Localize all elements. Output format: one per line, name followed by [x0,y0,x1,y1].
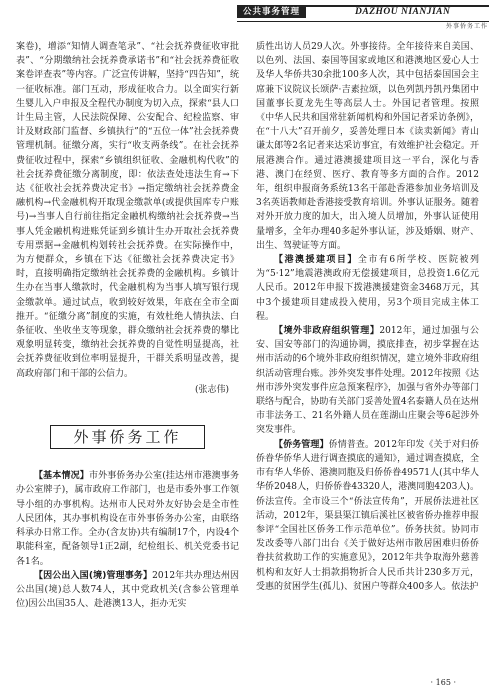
section-title-box [16,425,239,449]
section-title: 外事侨务工作 [50,425,204,449]
basic-info-label: 【基本情况】 [34,471,89,482]
body-paragraph: 案卷)，增添“知情人调查笔录”、“社会抚养费征收审批表”、“分期缴纳社会抚养费承诺书”和“社会抚养费征收案卷评查表”等内容。广泛宣传讲解，坚持“四告知”，统一征收标准。部门互动，形成征收合力。以全面实行新生婴儿入户申报及全程代办制度为切入点，探索“县人口计生局主管，人民法院保障、公安配合、纪检监察、审计及财政部门监督、乡镇执行”的“五位一体”社会抚养费管理机制。征缴分离，实行“收支两条线”。在社会抚养费征收过程中，探索“乡镇组织征收、金融机构代收”的社会抚养费征缴分离制度，即：依法查处违法生育→下达《征收社会抚养费决定书》→指定缴纳社会抚养费金融机构→代金融机构开取现金缴款单(或提供国库专户账号)→当事人自行前往指定金融机构缴纳社会抚养费→当事人凭金融机构进账凭证到乡镇计生办开取社会抚养费专用票据→金融机构划转社会抚养费。在实际操作中，为方便群众，乡镇在下达《征缴社会抚养费决定书》时，直接明确指定缴纳社会抚养费的金融机构。乡镇计生办在当事人缴款时，代金融机构为当事人填写银行现金缴款单。通过试点，收到较好效果，年底在全市全面推开。“征缴分离”制度的实施，有效杜绝人情执法、白条征收、坐收坐支等现象，群众缴纳社会抚养费的攀比观象明显转变，缴纳社会抚养费的自觉性明显提高，社会抚养费征收到位率明显提升，干群关系明显改善，提高政府部门和干部的公信力。 [16,42,239,379]
basic-info-paragraph [16,469,239,568]
header-subtitle: 外事侨务工作 [445,23,488,30]
hk-aid-text: 全市有6所学校、医院被列为“5·12”地震港澳政府无偿援建项目，总投资1.6亿元人民币。2012年申报下拨港澳援建资金3468万元，其中3个援建项目建成投入使用，另3个项目完成主体工程。 [256,255,479,322]
visit-paragraph [16,569,239,612]
basic-info-text: 市外事侨务办公室(挂达州市港澳事务办公室牌子)，属市政府工作部门，也是市委外事工作领导小组的办事机构。达州市人民对外友好协会是全市性人民团体，其办事机构设在市外事侨务办公室，由联络科承办日常工作。全办(含友协)共有编制17个，内设4个职能科室，配备领导1正2副，纪检组长、机关党委书记各1名。 [16,471,239,567]
ngo-label: 【境外非政府组织管理】 [274,326,380,337]
page-header [0,0,496,28]
overseas-paragraph [256,438,479,594]
hk-aid-paragraph [256,253,479,324]
ngo-text: 2012年，通过加强与公安、国安等部门的沟通协调，摸底排查，初步掌握在达州市活动的6个境外非政府组织情况，建立境外非政府组织活动管理台账。涉外突发事件处理。2012年按照《达州市涉外突发事件应急预案程序》，加强与省外办等部门联络与配合，协助有关部门妥善处置4名泰籍人员在达州市非法务工、21名外籍人员在莲湖山庄聚会等6起涉外突发事件。 [256,326,479,436]
hk-aid-label: 【港澳援建项目】 [274,255,358,266]
visit-text: 2012年共办理达州因公出国(境)总人数74人，其中党政机关(含参公管理单位)因公出国35人、赴港澳13人，拒办无实 [16,570,239,610]
visit-label: 【因公出入国(境)管理事务】 [34,570,153,581]
author-signature: (张志伟) [194,384,229,395]
header-section-label: 公共事务管理 [237,6,306,18]
header-publication-title: DAZHOU NIANJIAN [355,7,451,17]
overseas-text: 侨情普查。2012年印发《关于对归侨侨眷华侨华人进行调查摸底的通知》，通过调查摸底，全市有华人华侨、港澳同胞及归侨侨眷49571人(其中华人华侨2048人，归侨侨眷43320人，港澳同胞4203人)。侨法宣传。全市设三个“侨法宣传角”，开展侨法进社区活动，2012年，渠县渠江镇后溪社区被省侨办推荐申报参评“全国社区侨务工作示范单位”。侨务扶贫。协同市发改委等八部门出台《关于做好达州市散居困难归侨侨眷扶贫救助工作的实施意见》，2012年共争取海外慈善机构和友好人士捐款捐物折合人民币共计230多万元，受惠的贫困学生(孤儿)、贫困户等群众400多人。依法护 [256,439,479,592]
page-number: · 165 · [430,678,456,687]
left-column [16,40,239,611]
body-paragraph: 质性出访人员29人次。外事接待。全年接待来自美国、以色列、法国、泰国等国家或地区和港澳地区爱心人士及华人华侨共30余批100多人次，其中包括泰国国会主席兼下议院议长颂萨·吉素拉颂，以色列凯丹凯丹集团中国董事长夏龙先生等高层人士。外国记者管理。按照《中华人民共和国常驻新闻机构和外国记者采访条例》，在“十八大”召开前夕，妥善处理日本《读卖新闻》青山谦太郎等2名记者来达采访事宜，有效维护社会稳定。开展港澳合作。通过港澳援建项目这一平台，深化与香港、澳门在经贸、医疗、教育等多方面的合作。2012年，组织申报商务系统13名干部赴香港参加业务培训及3名英语教师赴香港接受教育培训。外事认证服务。随着对外开放力度的加大，出入境人员增加，外事认证使用量增多，全年办理40多起外事认证，涉及婚姻、财产、出生、驾驶证等方面。 [256,42,479,251]
right-column [256,40,479,594]
overseas-label: 【侨务管理】 [274,439,329,450]
ngo-paragraph [256,324,479,438]
